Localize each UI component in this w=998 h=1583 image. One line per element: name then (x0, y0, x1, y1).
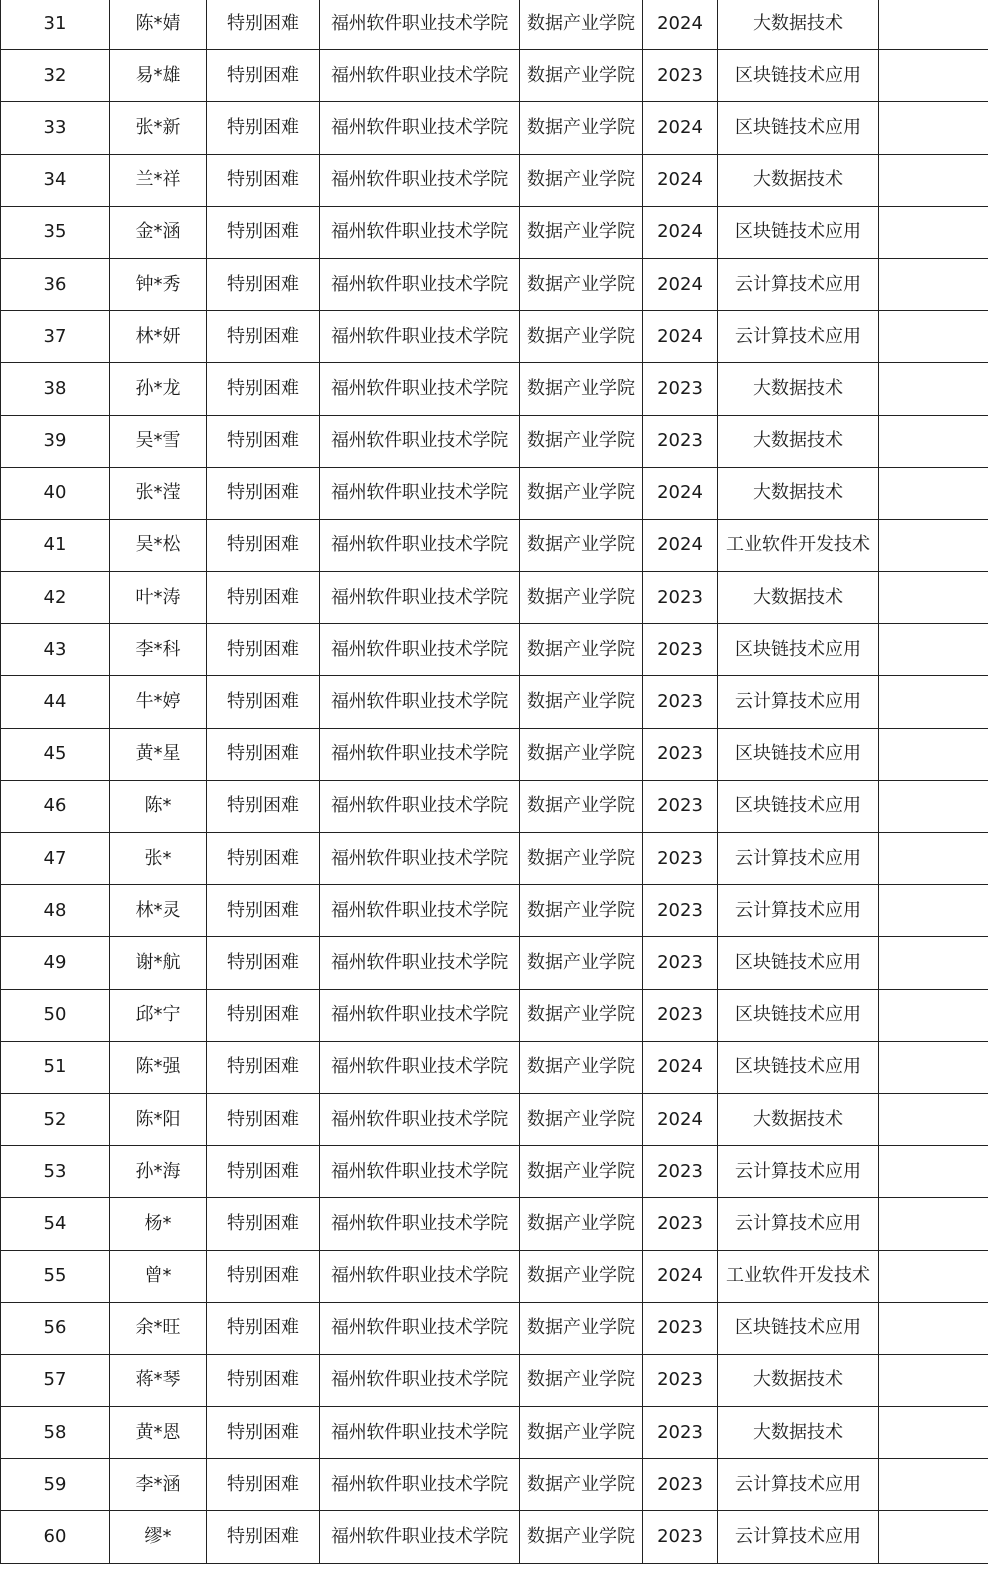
difficulty-level-cell: 特别困难 (207, 154, 320, 206)
college-cell: 数据产业学院 (520, 1250, 643, 1302)
college-cell: 数据产业学院 (520, 624, 643, 676)
row-number-cell: 60 (1, 1511, 110, 1563)
student-name-cell: 缪* (110, 1511, 207, 1563)
row-number-cell: 50 (1, 989, 110, 1041)
row-number-cell: 36 (1, 258, 110, 310)
difficulty-level-cell: 特别困难 (207, 1093, 320, 1145)
college-cell: 数据产业学院 (520, 676, 643, 728)
student-name-cell: 林*灵 (110, 885, 207, 937)
difficulty-level-cell: 特别困难 (207, 1198, 320, 1250)
school-cell: 福州软件职业技术学院 (320, 780, 520, 832)
blank-cell (879, 728, 989, 780)
student-name-cell: 孙*龙 (110, 363, 207, 415)
blank-cell (879, 572, 989, 624)
student-name-cell: 陈*阳 (110, 1093, 207, 1145)
table-row (1, 415, 989, 467)
row-number-cell: 58 (1, 1407, 110, 1459)
table-row (1, 1459, 989, 1511)
school-cell: 福州软件职业技术学院 (320, 363, 520, 415)
enrollment-year-cell: 2023 (643, 1354, 718, 1406)
major-cell: 云计算技术应用 (718, 1198, 879, 1250)
major-cell: 云计算技术应用 (718, 885, 879, 937)
college-cell: 数据产业学院 (520, 1302, 643, 1354)
row-number-cell: 39 (1, 415, 110, 467)
major-cell: 云计算技术应用 (718, 833, 879, 885)
college-cell: 数据产业学院 (520, 258, 643, 310)
row-number-cell: 48 (1, 885, 110, 937)
row-number-cell: 51 (1, 1041, 110, 1093)
table-row (1, 572, 989, 624)
table-row (1, 0, 989, 50)
difficulty-level-cell: 特别困难 (207, 102, 320, 154)
difficulty-level-cell: 特别困难 (207, 206, 320, 258)
student-name-cell: 杨* (110, 1198, 207, 1250)
difficulty-level-cell: 特别困难 (207, 1146, 320, 1198)
school-cell: 福州软件职业技术学院 (320, 1250, 520, 1302)
major-cell: 区块链技术应用 (718, 780, 879, 832)
college-cell: 数据产业学院 (520, 885, 643, 937)
school-cell: 福州软件职业技术学院 (320, 937, 520, 989)
enrollment-year-cell: 2023 (643, 624, 718, 676)
enrollment-year-cell: 2023 (643, 1146, 718, 1198)
blank-cell (879, 363, 989, 415)
school-cell: 福州软件职业技术学院 (320, 258, 520, 310)
enrollment-year-cell: 2023 (643, 1511, 718, 1563)
enrollment-year-cell: 2023 (643, 363, 718, 415)
student-name-cell: 陈* (110, 780, 207, 832)
difficulty-level-cell: 特别困难 (207, 415, 320, 467)
difficulty-level-cell: 特别困难 (207, 519, 320, 571)
school-cell: 福州软件职业技术学院 (320, 989, 520, 1041)
college-cell: 数据产业学院 (520, 1407, 643, 1459)
student-name-cell: 余*旺 (110, 1302, 207, 1354)
blank-cell (879, 519, 989, 571)
student-name-cell: 陈*婧 (110, 0, 207, 50)
major-cell: 大数据技术 (718, 363, 879, 415)
table-row (1, 1302, 989, 1354)
difficulty-level-cell: 特别困难 (207, 467, 320, 519)
blank-cell (879, 1302, 989, 1354)
row-number-cell: 45 (1, 728, 110, 780)
school-cell: 福州软件职业技术学院 (320, 1407, 520, 1459)
college-cell: 数据产业学院 (520, 415, 643, 467)
major-cell: 大数据技术 (718, 415, 879, 467)
major-cell: 区块链技术应用 (718, 624, 879, 676)
college-cell: 数据产业学院 (520, 1459, 643, 1511)
difficulty-level-cell: 特别困难 (207, 1302, 320, 1354)
student-name-cell: 吴*雪 (110, 415, 207, 467)
table-row (1, 728, 989, 780)
blank-cell (879, 415, 989, 467)
table-row (1, 780, 989, 832)
table-row (1, 519, 989, 571)
college-cell: 数据产业学院 (520, 0, 643, 50)
row-number-cell: 35 (1, 206, 110, 258)
blank-cell (879, 1146, 989, 1198)
table-row (1, 1511, 989, 1563)
table-row (1, 50, 989, 102)
enrollment-year-cell: 2024 (643, 311, 718, 363)
enrollment-year-cell: 2024 (643, 154, 718, 206)
enrollment-year-cell: 2023 (643, 937, 718, 989)
student-name-cell: 陈*强 (110, 1041, 207, 1093)
table-row (1, 1093, 989, 1145)
difficulty-level-cell: 特别困难 (207, 624, 320, 676)
college-cell: 数据产业学院 (520, 572, 643, 624)
school-cell: 福州软件职业技术学院 (320, 676, 520, 728)
student-name-cell: 牛*婷 (110, 676, 207, 728)
enrollment-year-cell: 2024 (643, 1250, 718, 1302)
school-cell: 福州软件职业技术学院 (320, 728, 520, 780)
row-number-cell: 49 (1, 937, 110, 989)
major-cell: 区块链技术应用 (718, 206, 879, 258)
college-cell: 数据产业学院 (520, 1198, 643, 1250)
school-cell: 福州软件职业技术学院 (320, 206, 520, 258)
college-cell: 数据产业学院 (520, 833, 643, 885)
difficulty-level-cell: 特别困难 (207, 1250, 320, 1302)
major-cell: 工业软件开发技术 (718, 519, 879, 571)
row-number-cell: 55 (1, 1250, 110, 1302)
difficulty-level-cell: 特别困难 (207, 1459, 320, 1511)
enrollment-year-cell: 2023 (643, 780, 718, 832)
school-cell: 福州软件职业技术学院 (320, 519, 520, 571)
student-name-cell: 张*滢 (110, 467, 207, 519)
major-cell: 区块链技术应用 (718, 1302, 879, 1354)
enrollment-year-cell: 2024 (643, 1093, 718, 1145)
enrollment-year-cell: 2024 (643, 1041, 718, 1093)
row-number-cell: 31 (1, 0, 110, 50)
difficulty-level-cell: 特别困难 (207, 728, 320, 780)
enrollment-year-cell: 2024 (643, 467, 718, 519)
difficulty-level-cell: 特别困难 (207, 1407, 320, 1459)
enrollment-year-cell: 2023 (643, 1302, 718, 1354)
student-name-cell: 蒋*琴 (110, 1354, 207, 1406)
student-name-cell: 兰*祥 (110, 154, 207, 206)
enrollment-year-cell: 2023 (643, 415, 718, 467)
difficulty-level-cell: 特别困难 (207, 833, 320, 885)
difficulty-level-cell: 特别困难 (207, 0, 320, 50)
college-cell: 数据产业学院 (520, 1511, 643, 1563)
difficulty-level-cell: 特别困难 (207, 937, 320, 989)
table-row (1, 1198, 989, 1250)
table-row (1, 833, 989, 885)
difficulty-level-cell: 特别困难 (207, 676, 320, 728)
row-number-cell: 42 (1, 572, 110, 624)
major-cell: 云计算技术应用 (718, 311, 879, 363)
blank-cell (879, 780, 989, 832)
row-number-cell: 46 (1, 780, 110, 832)
table-row (1, 102, 989, 154)
school-cell: 福州软件职业技术学院 (320, 1511, 520, 1563)
row-number-cell: 57 (1, 1354, 110, 1406)
blank-cell (879, 1250, 989, 1302)
difficulty-level-cell: 特别困难 (207, 885, 320, 937)
enrollment-year-cell: 2024 (643, 519, 718, 571)
school-cell: 福州软件职业技术学院 (320, 624, 520, 676)
student-name-cell: 吴*松 (110, 519, 207, 571)
right-margin (988, 0, 998, 1583)
enrollment-year-cell: 2023 (643, 885, 718, 937)
college-cell: 数据产业学院 (520, 311, 643, 363)
row-number-cell: 54 (1, 1198, 110, 1250)
school-cell: 福州软件职业技术学院 (320, 1302, 520, 1354)
college-cell: 数据产业学院 (520, 1093, 643, 1145)
college-cell: 数据产业学院 (520, 206, 643, 258)
row-number-cell: 38 (1, 363, 110, 415)
major-cell: 大数据技术 (718, 0, 879, 50)
blank-cell (879, 1511, 989, 1563)
row-number-cell: 34 (1, 154, 110, 206)
major-cell: 大数据技术 (718, 154, 879, 206)
blank-cell (879, 1407, 989, 1459)
row-number-cell: 59 (1, 1459, 110, 1511)
blank-cell (879, 1198, 989, 1250)
major-cell: 大数据技术 (718, 1407, 879, 1459)
row-number-cell: 41 (1, 519, 110, 571)
blank-cell (879, 1041, 989, 1093)
student-name-cell: 黄*星 (110, 728, 207, 780)
blank-cell (879, 1093, 989, 1145)
row-number-cell: 43 (1, 624, 110, 676)
difficulty-level-cell: 特别困难 (207, 1511, 320, 1563)
enrollment-year-cell: 2023 (643, 1459, 718, 1511)
difficulty-level-cell: 特别困难 (207, 50, 320, 102)
enrollment-year-cell: 2023 (643, 833, 718, 885)
enrollment-year-cell: 2023 (643, 1407, 718, 1459)
table-row (1, 1407, 989, 1459)
school-cell: 福州软件职业技术学院 (320, 467, 520, 519)
enrollment-year-cell: 2023 (643, 728, 718, 780)
enrollment-year-cell: 2024 (643, 102, 718, 154)
student-name-cell: 张* (110, 833, 207, 885)
row-number-cell: 37 (1, 311, 110, 363)
student-name-cell: 林*妍 (110, 311, 207, 363)
blank-cell (879, 102, 989, 154)
row-number-cell: 40 (1, 467, 110, 519)
college-cell: 数据产业学院 (520, 102, 643, 154)
college-cell: 数据产业学院 (520, 1146, 643, 1198)
major-cell: 区块链技术应用 (718, 989, 879, 1041)
college-cell: 数据产业学院 (520, 728, 643, 780)
enrollment-year-cell: 2023 (643, 572, 718, 624)
enrollment-year-cell: 2024 (643, 258, 718, 310)
blank-cell (879, 258, 989, 310)
student-name-cell: 李*科 (110, 624, 207, 676)
blank-cell (879, 467, 989, 519)
college-cell: 数据产业学院 (520, 1041, 643, 1093)
enrollment-year-cell: 2023 (643, 50, 718, 102)
student-name-cell: 钟*秀 (110, 258, 207, 310)
row-number-cell: 56 (1, 1302, 110, 1354)
student-name-cell: 谢*航 (110, 937, 207, 989)
major-cell: 云计算技术应用 (718, 258, 879, 310)
school-cell: 福州软件职业技术学院 (320, 833, 520, 885)
school-cell: 福州软件职业技术学院 (320, 0, 520, 50)
student-name-cell: 张*新 (110, 102, 207, 154)
table-row (1, 1354, 989, 1406)
student-name-cell: 叶*涛 (110, 572, 207, 624)
difficulty-level-cell: 特别困难 (207, 258, 320, 310)
row-number-cell: 44 (1, 676, 110, 728)
major-cell: 云计算技术应用 (718, 676, 879, 728)
blank-cell (879, 885, 989, 937)
difficulty-level-cell: 特别困难 (207, 311, 320, 363)
major-cell: 云计算技术应用 (718, 1146, 879, 1198)
student-name-cell: 曾* (110, 1250, 207, 1302)
student-name-cell: 金*涵 (110, 206, 207, 258)
college-cell: 数据产业学院 (520, 989, 643, 1041)
student-name-cell: 邱*宁 (110, 989, 207, 1041)
table-row (1, 363, 989, 415)
school-cell: 福州软件职业技术学院 (320, 311, 520, 363)
college-cell: 数据产业学院 (520, 1354, 643, 1406)
major-cell: 区块链技术应用 (718, 937, 879, 989)
school-cell: 福州软件职业技术学院 (320, 885, 520, 937)
row-number-cell: 47 (1, 833, 110, 885)
school-cell: 福州软件职业技术学院 (320, 1354, 520, 1406)
college-cell: 数据产业学院 (520, 154, 643, 206)
major-cell: 云计算技术应用 (718, 1459, 879, 1511)
blank-cell (879, 50, 989, 102)
major-cell: 大数据技术 (718, 1354, 879, 1406)
school-cell: 福州软件职业技术学院 (320, 1198, 520, 1250)
blank-cell (879, 624, 989, 676)
school-cell: 福州软件职业技术学院 (320, 1146, 520, 1198)
table-row (1, 1250, 989, 1302)
blank-cell (879, 0, 989, 50)
school-cell: 福州软件职业技术学院 (320, 1093, 520, 1145)
table-row (1, 154, 989, 206)
school-cell: 福州软件职业技术学院 (320, 572, 520, 624)
blank-cell (879, 833, 989, 885)
table-row (1, 676, 989, 728)
major-cell: 大数据技术 (718, 467, 879, 519)
major-cell: 区块链技术应用 (718, 102, 879, 154)
table-row (1, 311, 989, 363)
blank-cell (879, 1354, 989, 1406)
enrollment-year-cell: 2023 (643, 676, 718, 728)
major-cell: 区块链技术应用 (718, 1041, 879, 1093)
college-cell: 数据产业学院 (520, 50, 643, 102)
blank-cell (879, 989, 989, 1041)
major-cell: 工业软件开发技术 (718, 1250, 879, 1302)
blank-cell (879, 311, 989, 363)
blank-cell (879, 1459, 989, 1511)
difficulty-level-cell: 特别困难 (207, 363, 320, 415)
table-row (1, 989, 989, 1041)
student-name-cell: 孙*海 (110, 1146, 207, 1198)
major-cell: 大数据技术 (718, 1093, 879, 1145)
blank-cell (879, 206, 989, 258)
student-name-cell: 黄*恩 (110, 1407, 207, 1459)
table-row (1, 467, 989, 519)
difficulty-level-cell: 特别困难 (207, 572, 320, 624)
row-number-cell: 52 (1, 1093, 110, 1145)
major-cell: 区块链技术应用 (718, 50, 879, 102)
table-row (1, 885, 989, 937)
school-cell: 福州软件职业技术学院 (320, 1041, 520, 1093)
school-cell: 福州软件职业技术学院 (320, 154, 520, 206)
school-cell: 福州软件职业技术学院 (320, 50, 520, 102)
table-row (1, 258, 989, 310)
table-row (1, 1146, 989, 1198)
college-cell: 数据产业学院 (520, 363, 643, 415)
difficulty-level-cell: 特别困难 (207, 989, 320, 1041)
row-number-cell: 53 (1, 1146, 110, 1198)
major-cell: 区块链技术应用 (718, 728, 879, 780)
table-row (1, 624, 989, 676)
enrollment-year-cell: 2023 (643, 1198, 718, 1250)
school-cell: 福州软件职业技术学院 (320, 102, 520, 154)
difficulty-level-cell: 特别困难 (207, 1354, 320, 1406)
difficulty-level-cell: 特别困难 (207, 1041, 320, 1093)
student-name-cell: 李*涵 (110, 1459, 207, 1511)
difficulty-level-cell: 特别困难 (207, 780, 320, 832)
school-cell: 福州软件职业技术学院 (320, 1459, 520, 1511)
row-number-cell: 32 (1, 50, 110, 102)
college-cell: 数据产业学院 (520, 467, 643, 519)
blank-cell (879, 937, 989, 989)
college-cell: 数据产业学院 (520, 937, 643, 989)
table-row (1, 937, 989, 989)
table-row (1, 206, 989, 258)
student-name-cell: 易*雄 (110, 50, 207, 102)
row-number-cell: 33 (1, 102, 110, 154)
blank-cell (879, 676, 989, 728)
table-row (1, 1041, 989, 1093)
enrollment-year-cell: 2023 (643, 989, 718, 1041)
blank-cell (879, 154, 989, 206)
enrollment-year-cell: 2024 (643, 0, 718, 50)
college-cell: 数据产业学院 (520, 780, 643, 832)
school-cell: 福州软件职业技术学院 (320, 415, 520, 467)
major-cell: 云计算技术应用 (718, 1511, 879, 1563)
enrollment-year-cell: 2024 (643, 206, 718, 258)
college-cell: 数据产业学院 (520, 519, 643, 571)
roster-table-body (1, 0, 989, 1563)
major-cell: 大数据技术 (718, 572, 879, 624)
